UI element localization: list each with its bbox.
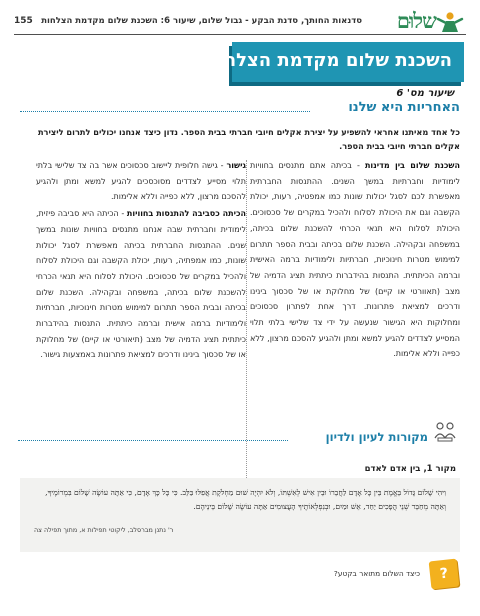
lesson-banner [205,42,464,82]
section-intro: כל אחד מאיתנו אחראי להשפיע על יצירת אקלים חיובי חברתי בבית הספר. נדון כיצד אנחנו יכולים לתרום ליצירת אקלים חברתי חיובי בבית הספר. [37,127,460,151]
quote-source: ר' נתנן מברסלב, ליקוטי תפילות א, מתוך תפילה צה [34,526,174,534]
paragraph-term: הכיתה כסביבה להתנסות בחוויות [126,209,246,219]
question-text: כיצד השלום מתואר בקטע? [333,569,420,578]
logo-text: שלוּם [396,8,436,33]
section-heading [20,100,460,118]
header-rule [14,34,466,35]
figure-icon [436,11,464,33]
page-number: 155 [14,16,33,26]
paragraph-text: - גישה חלופית ליישוב סכסוכים אשר בה צד שלישי בלתי תלוי מסייע לצדדים מסוכסכים להגיע למשא ומתן ולהגיע להסכם מרצון, ללא כפייה וללא אלימות. [36,161,246,202]
quote-text: וִיהִי שָׁלוֹם גָּדוֹל בֵּאֱמֶת בֵּין כָּל אָדָם לַחֲבֵרוֹ וּבֵין אִישׁ לְאִשְׁתּוֹ, וְלֹא יִהְיֶה שׁוּם מַחְלֹקֶת אֲפִלּוּ בַּלֵּב. כִּי כָּל כָּךְ אָדָם, כִּי אַתָּה עוֹשֶׂה שָׁלוֹם בִּמְרוֹמֶיךָ, וְאַתָּה מְחַבֵּר שְׁנֵי הֲפָכִים יַחַד, אֵשׁ וּמַיִם, וּבְנִפְלְאוֹתֶיךָ הָעֲצוּמִים אַתָּה עוֹשֶׂה שָׁלוֹם בֵּינֵיהֶם. [45,488,446,511]
running-head: סדנאות החותך, סדנת הבקע - גבול שלום, שיעור 6: השכנת שלום מקדמת הצלחות [41,16,362,26]
paragraph-term: השכנת שלום בין מדינות [364,161,460,170]
text-column-right [250,158,460,363]
text-column-left [36,158,246,364]
paragraph [36,158,246,205]
question-mark-icon: ? [429,559,460,590]
paragraph [250,158,460,362]
sources-rule [18,440,288,441]
source-label: מקור 1, בין אדם לאדם [364,464,456,474]
discussion-question [218,560,458,588]
lesson-number: שיעור מס' 6 [396,88,454,99]
discussion-icon [432,420,458,444]
sources-title: מקורות לעיון ולדיון [325,430,428,444]
paragraph-text: - הכיתה היא סביבה פיזית, לימודית וחברתית שבה אנחנו מתנסים בחוויות שונות במשך שנים. ההתנסות החברתית בכיתה מאפשרת לסגל יכולות שונות, כמו אמפתיה, רעות, יכולת הקשבה וגם היכולת לסלוח ולהכיל במקרים של סכסוכים. היכולת לסלוח היא תנאי הכרחי להשכנת שלום בכיתה, במשפחה ובקהילה. השכנת שלום בכיתה ובבית הספר תתרום למימוש מטרות חינוכיות, חברתיות ולימודיות ברמה אישית וברמה כיתתית. התנסות בהידברות כיתתית תציג הדמיה של מצב (תיאורטי או קיים) של מחלוקת או של סכסוך בינינו ודרכים למציאת פתרונות באמצעות גישור. [36,209,246,360]
paragraph-text: - בכיתה אתם מתנסים בחוויות לימודיות וחברתיות במשך השנים. ההתנסות החברתית מאפשרת לכם לסגל יכולות שונות כמו אמפטיה, רעות, יכולת הקשבה וגם את היכולת לסלוח ולהכיל במקרים של סכסוכים. היכולת לסלוח היא תנאי הכרחי להשכנת שלום בכיתה, במשפחה ובקהילה. השכנת שלום בכיתה ובבית הספר תתרום למימוש מטרות חינוכיות, חברתיות ולימודיות ברמה האישית וברמה הכיתתית. התנסות בהידברות כיתתית תציג הדמיה של מצב (תאוורטי או קיים) של מחלוקת או של סכסוך בינינו ודרכים למציאת פתרונות. דרך אחת לפתרון סכסוכים ומחלוקות היא הגישור שנעשה על ידי צד שלישי בלתי תלוי המסייע לצדדים להגיע למשא ומתן ולהגיע להסכם מרצון, ללא כפייה וללא אלימות. [250,161,460,359]
lesson-title: השכנת שלום מקדמת הצלחות [205,50,452,71]
paragraph-term: גישור [226,161,246,170]
section-rule [20,111,310,112]
quote-box [20,478,460,552]
section-title: האחריות היא שלנו [348,100,460,115]
logo [368,8,466,34]
sources-heading [18,428,458,446]
paragraph [36,206,246,363]
